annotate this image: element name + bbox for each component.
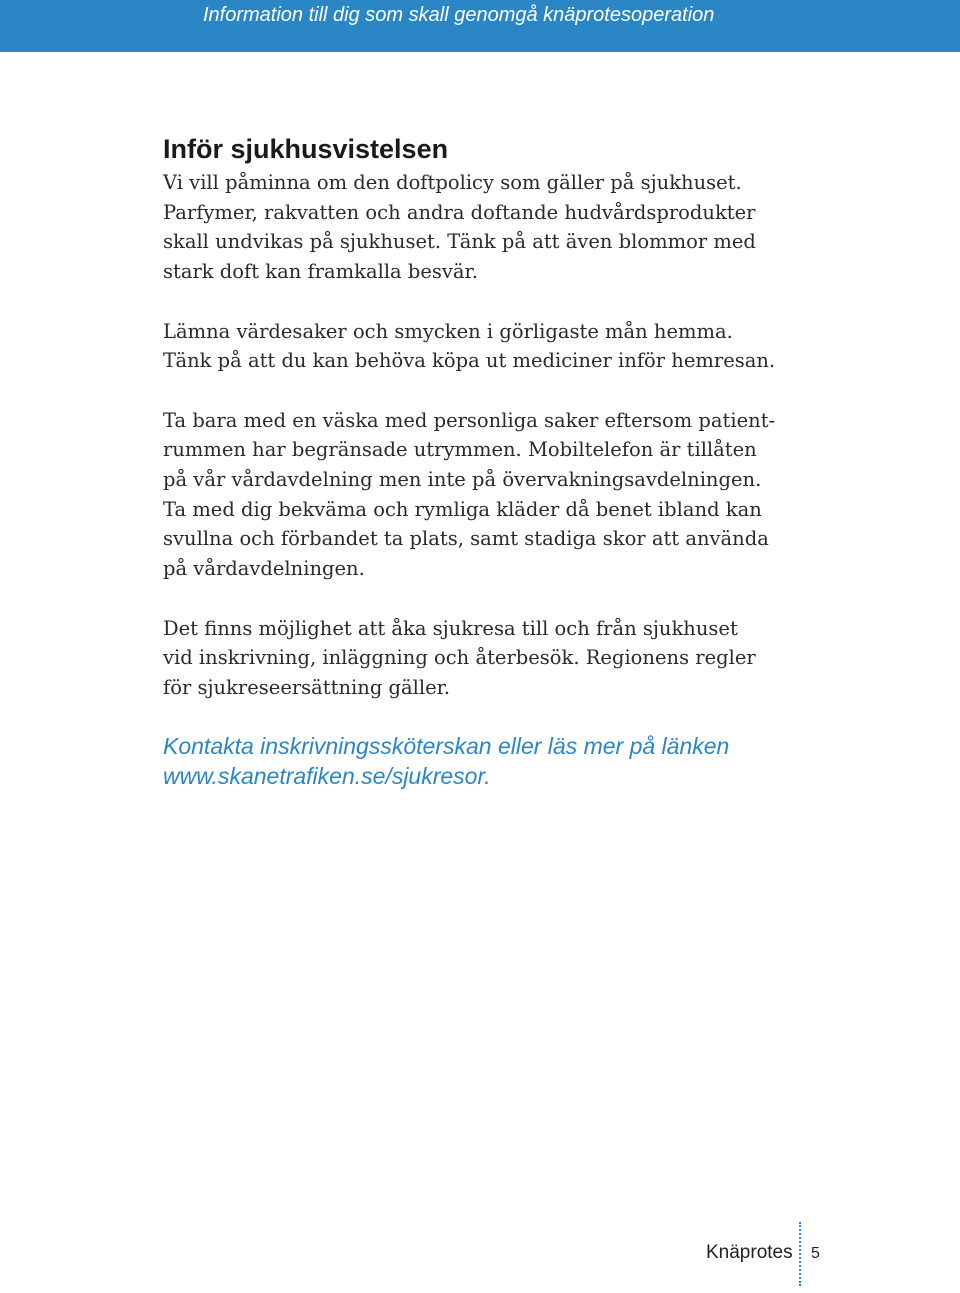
text-line: Ta bara med en väska med personliga saker eftersom patient- (163, 408, 776, 432)
text-line: skall undvikas på sjukhuset. Tänk på att även blommor med (163, 230, 756, 254)
header-bar (0, 0, 960, 52)
paragraph-vardesaker (163, 317, 803, 376)
paragraph-spacer (163, 584, 803, 614)
paragraph-spacer (163, 287, 803, 317)
text-line: stark doft kan framkalla besvär. (163, 260, 478, 284)
text-line: Parfymer, rakvatten och andra doftande hudvårdsprodukter (163, 200, 756, 224)
paragraph-sjukresa (163, 614, 803, 703)
contact-note (163, 732, 803, 791)
page-number: 5 (811, 1245, 820, 1262)
footer-divider (799, 1222, 801, 1286)
text-line: svullna och förbandet ta plats, samt stadiga skor att använda (163, 527, 769, 551)
text-line: på vår vårdavdelning men inte på övervakningsavdelningen. (163, 468, 762, 491)
section-heading: Inför sjukhusvistelsen (163, 134, 449, 164)
paragraph-doftpolicy (163, 168, 803, 287)
text-line: Lämna värdesaker och smycken i görligaste mån hemma. (163, 319, 733, 343)
text-line: Ta med dig bekväma och rymliga kläder då benet ibland kan (163, 497, 762, 521)
text-line: för sjukreseersättning gäller. (163, 675, 451, 699)
text-line: vid inskrivning, inläggning och återbesök. Regionens regler (163, 646, 756, 670)
text-line: rummen har begränsade utrymmen. Mobiltelefon är tillåten (163, 438, 757, 462)
text-line: Vi vill påminna om den doftpolicy som gäller på sjukhuset. (163, 171, 742, 194)
contact-link[interactable]: www.skanetrafiken.se/sjukresor. (163, 763, 491, 789)
paragraph-spacer (163, 703, 803, 733)
contact-line: Kontakta inskrivningssköterskan eller läs mer på länken (163, 733, 730, 760)
paragraph-spacer (163, 376, 803, 406)
text-line: Tänk på att du kan behöva köpa ut mediciner inför hemresan. (163, 349, 776, 373)
text-line: på vårdavdelningen. (163, 557, 365, 581)
footer-label: Knäprotes (706, 1242, 793, 1263)
header-title: Information till dig som skall genomgå knäprotesoperation (203, 4, 715, 26)
paragraph-vaska (163, 406, 803, 584)
main-content (163, 130, 803, 792)
text-line: Det finns möjlighet att åka sjukresa till och från sjukhuset (163, 616, 738, 640)
